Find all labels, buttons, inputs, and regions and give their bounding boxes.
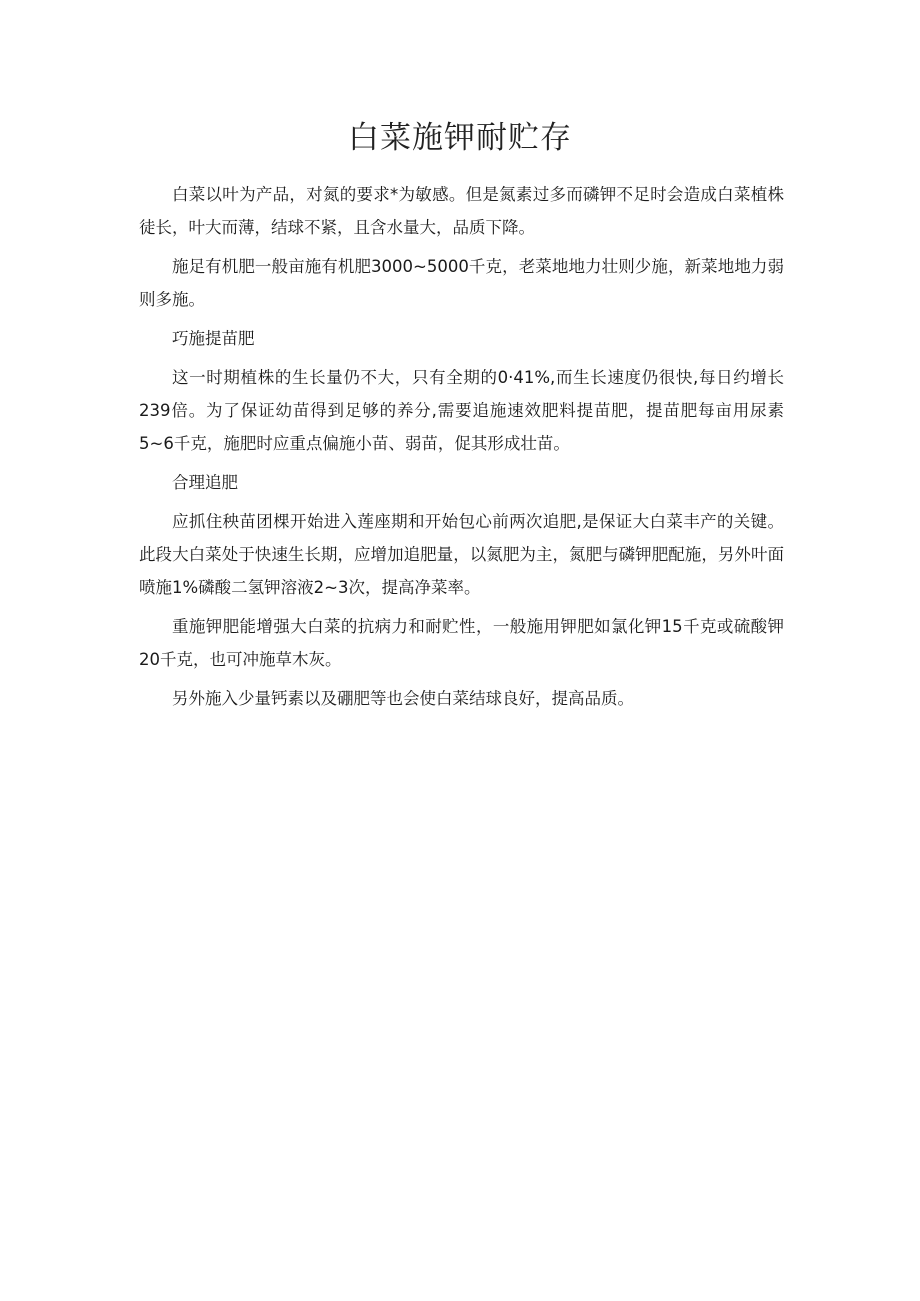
paragraph-potassium: 重施钾肥能增强大白菜的抗病力和耐贮性，一般施用钾肥如氯化钾15千克或硫酸钾20千克，也可冲施草木灰。	[139, 617, 784, 669]
document-title: 白菜施钾耐贮存	[348, 120, 572, 156]
paragraph-seedling-fertilizer: 这一时期植株的生长量仍不大，只有全期的0·41%,而生长速度仍很快,每日约增长239倍。为了保证幼苗得到足够的养分,需要追施速效肥料提苗肥，提苗肥每亩用尿素5~6千克，施肥时应重点偏施小苗、弱苗，促其形成壮苗。	[139, 368, 784, 453]
section-heading-seedling-fertilizer: 巧施提苗肥	[172, 329, 255, 348]
paragraph-calcium-boron: 另外施入少量钙素以及硼肥等也会使白菜结球良好，提高品质。	[172, 689, 634, 708]
paragraph-organic-fertilizer: 施足有机肥一般亩施有机肥3000~5000千克，老菜地地力壮则少施，新菜地地力弱则多施。	[139, 257, 784, 309]
section-heading-topdressing: 合理追肥	[172, 473, 238, 492]
paragraph-nitrogen-sensitivity: 白菜以叶为产品，对氮的要求*为敏感。但是氮素过多而磷钾不足时会造成白菜植株徒长，叶大而薄，结球不紧，且含水量大，品质下降。	[139, 185, 784, 237]
document-body	[139, 178, 784, 721]
paragraph-topdressing: 应抓住秧苗团棵开始进入莲座期和开始包心前两次追肥,是保证大白菜丰产的关键。此段大白菜处于快速生长期，应增加追肥量，以氮肥为主，氮肥与磷钾肥配施，另外叶面喷施1%磷酸二氢钾溶液2~3次，提高净菜率。	[139, 512, 784, 597]
